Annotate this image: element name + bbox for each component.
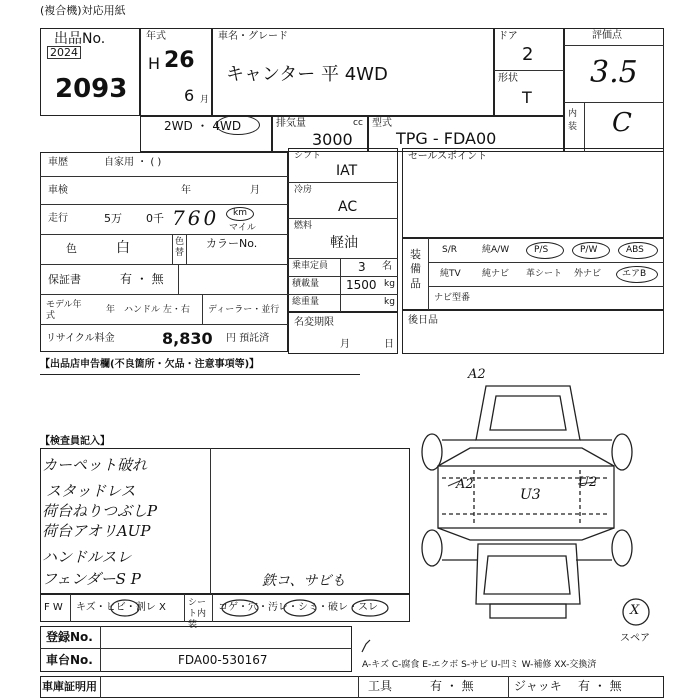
- drive-options: 2WD ・ 4WD: [164, 119, 242, 133]
- inspector-note-5: ハンドルスレ: [42, 548, 132, 566]
- warranty-value: 有 ・ 無: [120, 272, 164, 286]
- vehicle-name: キャンター 平 4WD: [226, 64, 388, 85]
- interior-value: C: [612, 108, 632, 138]
- model-year-dealer: ディーラー・並行: [208, 305, 280, 315]
- mileage-unit-mile: マイル: [229, 223, 256, 233]
- model-year-year: 年: [106, 305, 116, 315]
- name-change-label: 名変期限: [294, 317, 334, 328]
- mileage-sen: 0千: [146, 212, 164, 225]
- shape-value: T: [522, 88, 532, 107]
- model-year-label: モデル年式: [46, 300, 82, 321]
- name-change-day: 日: [384, 339, 394, 350]
- color-value: 白: [116, 240, 130, 256]
- cert-label: 車庫証明用: [42, 680, 97, 693]
- seller-notes-header: 【出品店申告欄(不良箇所・欠品・注意事項等)】: [40, 359, 260, 370]
- inspector-note-2: スタッドレス: [46, 482, 136, 500]
- inspector-header: 【検査員記入】: [40, 436, 110, 447]
- inspection-label: 車検: [48, 185, 68, 196]
- jack-value: 有 ・ 無: [578, 679, 622, 693]
- fuel-label: 燃料: [294, 221, 313, 231]
- year-era: H: [148, 54, 161, 73]
- nav-model-label: ナビ型番: [434, 293, 471, 303]
- recycle-unit: 円 預託済: [226, 333, 270, 344]
- equip-sr: S/R: [442, 245, 457, 255]
- equip-leather: 革シート: [526, 269, 563, 279]
- displacement-label: 排気量: [276, 118, 306, 129]
- capacity-value: 3: [358, 260, 366, 274]
- lot-label: 出品No.: [54, 31, 106, 47]
- model-value: TPG - FDA00: [396, 129, 497, 148]
- shift-value: IAT: [336, 163, 358, 179]
- year-stamp: 2024: [47, 46, 81, 59]
- color-label: 色: [66, 242, 77, 255]
- model-label: 型式: [372, 118, 392, 129]
- tool-value: 有 ・ 無: [430, 679, 474, 693]
- warranty-label: 保証書: [48, 273, 81, 286]
- equip-nav: 純ナビ: [482, 269, 510, 279]
- mark-u2: U2: [578, 475, 598, 490]
- displacement-unit: cc: [353, 118, 363, 128]
- form-header-text: (複合機)対応用紙: [40, 4, 126, 17]
- lot-number: 2093: [55, 74, 128, 104]
- damage-legend: A-キズ C-腐食 E-エクボ S-サビ U-凹ミ W-補修 XX-交換済: [362, 660, 597, 670]
- inspector-side-note: 鉄コ、サビも: [262, 573, 346, 589]
- inspector-note-1: カーペット破れ: [42, 456, 148, 474]
- inspector-note-4: 荷台アオリAUP: [42, 522, 151, 540]
- score-value: 3.5: [590, 55, 638, 90]
- load-value: 1500: [346, 278, 377, 292]
- shift-label: シフト: [294, 151, 322, 161]
- doors-value: 2: [522, 44, 534, 65]
- recycle-value: 8,830: [162, 329, 213, 348]
- mileage-man: 5万: [104, 212, 122, 225]
- registration-label: 登録No.: [46, 630, 93, 644]
- inspection-month: 月: [250, 185, 260, 196]
- load-unit: kg: [384, 279, 395, 289]
- history-label: 車歴: [48, 157, 68, 168]
- chassis-label: 車台No.: [46, 653, 93, 667]
- equip-ps: P/S: [534, 245, 549, 255]
- doors-label: ドア: [498, 31, 518, 42]
- tool-label: 工具: [368, 679, 393, 693]
- spare-mark: X: [630, 603, 640, 618]
- aircon-label: 冷房: [294, 185, 313, 195]
- load-label: 積載量: [292, 279, 320, 289]
- equip-airbag: エアB: [622, 269, 647, 279]
- equip-abs: ABS: [626, 245, 644, 255]
- mileage-unit-km: km: [233, 208, 247, 218]
- inspector-note-6: フェンダーS P: [42, 570, 141, 588]
- equip-ext-nav: 外ナビ: [574, 269, 602, 279]
- model-year-handle: ハンドル 左・右: [124, 305, 190, 315]
- year-month-unit: 月: [200, 95, 210, 105]
- spare-label: スペア: [620, 633, 650, 644]
- sales-point-label: セールスポイント: [408, 151, 488, 162]
- color-change-label: 色替: [175, 237, 185, 258]
- history-value: 自家用 ・ ( ): [104, 157, 162, 168]
- inspection-year: 年: [181, 185, 191, 196]
- equip-pw: P/W: [580, 245, 598, 255]
- weight-unit: kg: [384, 297, 395, 307]
- inspector-note-3: 荷台ねりつぶしP: [42, 502, 158, 520]
- seat-label: シート内装: [188, 598, 207, 630]
- mark-a2-bed: A2: [456, 477, 474, 492]
- chassis-value: FDA00-530167: [178, 653, 268, 667]
- seat-value: コゲ・穴・汚レ・シミ・破レ・スレ: [218, 602, 378, 613]
- fw-value: キズ・ヒビ・割レ X: [76, 602, 166, 613]
- capacity-label: 乗車定員: [292, 261, 329, 271]
- aircon-value: AC: [338, 199, 358, 215]
- mark-u3: U3: [520, 487, 541, 503]
- name-change-month: 月: [340, 339, 350, 350]
- weight-label: 総重量: [292, 297, 320, 307]
- equip-alloy: 純A/W: [482, 245, 510, 255]
- equipment-label: 装備品: [410, 248, 421, 290]
- vehicle-name-label: 車名・グレード: [218, 31, 288, 42]
- capacity-unit: 名: [382, 261, 392, 272]
- jack-label: ジャッキ: [514, 679, 562, 693]
- mark-a2-top: A2: [468, 367, 486, 382]
- year-value: 26: [164, 48, 195, 73]
- mileage-label: 走行: [48, 213, 68, 224]
- color-no-label: カラーNo.: [206, 237, 258, 250]
- after-install-label: 後日品: [408, 315, 438, 326]
- interior-label: 内装: [568, 109, 578, 132]
- equip-tv: 純TV: [440, 269, 461, 279]
- shape-label: 形状: [498, 73, 518, 84]
- displacement-value: 3000: [312, 130, 353, 149]
- fuel-value: 軽油: [330, 235, 358, 251]
- score-label: 評価点: [592, 30, 622, 41]
- recycle-label: リサイクル料金: [46, 333, 115, 344]
- fw-label: F W: [44, 602, 63, 613]
- year-month: 6: [184, 86, 195, 105]
- year-label: 年式: [146, 31, 166, 42]
- mileage-handwritten: 760: [172, 206, 220, 230]
